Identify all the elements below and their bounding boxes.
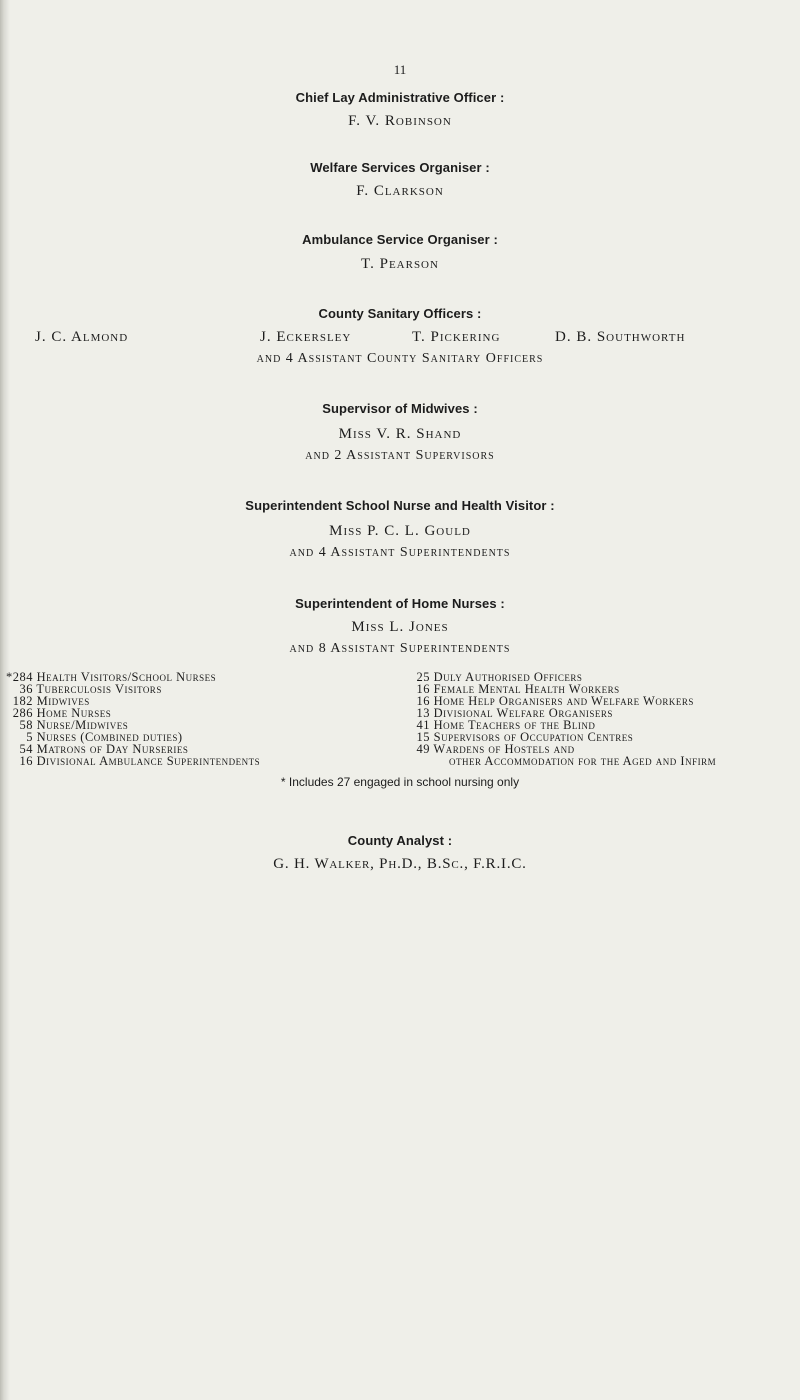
ambulance-organiser-name: T. Pearson [361,256,439,272]
sanitary-officer-name: T. Pickering [412,329,501,345]
staff-label: Health Visitors/School Nurses [36,670,217,684]
staff-count: 49 [416,742,430,756]
ambulance-organiser-title: Ambulance Service Organiser : [302,232,498,247]
staff-label: Tuberculosis Visitors [36,682,162,696]
staff-label: Supervisors of Occupation Centres [433,730,634,744]
home-nurses-title: Superintendent of Home Nurses : [295,596,505,611]
list-item [414,755,716,767]
staff-count: 5 [26,730,33,744]
list-item [4,755,260,767]
sanitary-officers-title: County Sanitary Officers : [318,306,482,321]
staff-label: Divisional Ambulance Superintendents [36,754,261,768]
staff-label: Divisional Welfare Organisers [433,706,613,720]
staff-count: *284 [6,670,33,684]
staff-count: 15 [416,730,430,744]
staff-label: Matrons of Day Nurseries [36,742,189,756]
school-nurse-name: Miss P. C. L. Gould [329,523,471,539]
sanitary-officer-name: J. Eckersley [260,329,352,345]
staff-list-left [4,671,260,767]
sanitary-officer-name: J. C. Almond [35,329,129,345]
midwives-supervisor-name: Miss V. R. Shand [338,426,462,442]
sanitary-officer-name: D. B. Southworth [555,329,686,345]
page-number: 11 [393,62,407,77]
staff-count: 41 [416,718,430,732]
footnote: * Includes 27 engaged in school nursing only [280,775,520,789]
chief-lay-officer-name: F. V. Robinson [348,113,452,129]
staff-count: 13 [416,706,430,720]
staff-label: Home Teachers of the Blind [433,718,596,732]
staff-list-right [414,671,716,767]
school-nurse-title: Superintendent School Nurse and Health Visitor : [245,498,555,513]
staff-label: Midwives [36,694,90,708]
welfare-organiser-title: Welfare Services Organiser : [310,160,490,175]
midwives-assistants-note: and 2 Assistant Supervisors [305,448,495,463]
staff-label: Duly Authorised Officers [433,670,583,684]
staff-count: 182 [12,694,33,708]
staff-count: 25 [416,670,430,684]
staff-count: 58 [19,718,33,732]
school-nurse-assistants-note: and 4 Assistant Superintendents [289,545,511,560]
staff-label: Home Nurses [36,706,112,720]
county-analyst-title: County Analyst : [347,833,453,848]
sanitary-assistants-note: and 4 Assistant County Sanitary Officers [256,351,544,366]
staff-label: Female Mental Health Workers [433,682,620,696]
staff-count: 16 [416,682,430,696]
staff-count: 16 [19,754,33,768]
chief-lay-officer-title: Chief Lay Administrative Officer : [295,90,505,105]
staff-count: 54 [19,742,33,756]
staff-label: Nurses (Combined duties) [36,730,183,744]
staff-count: 16 [416,694,430,708]
home-nurses-assistants-note: and 8 Assistant Superintendents [289,641,511,656]
staff-label: Home Help Organisers and Welfare Workers [433,694,694,708]
welfare-organiser-name: F. Clarkson [356,183,444,199]
staff-label: Nurse/Midwives [36,718,129,732]
staff-label: Wardens of Hostels and [433,742,575,756]
staff-count: 286 [12,706,33,720]
staff-count: 36 [19,682,33,696]
home-nurses-name: Miss L. Jones [351,619,449,635]
midwives-supervisor-title: Supervisor of Midwives : [322,401,478,416]
county-analyst-name: G. H. Walker, Ph.D., B.Sc., F.R.I.C. [273,856,527,872]
staff-label: other Accommodation for the Aged and Infirm [449,754,717,768]
